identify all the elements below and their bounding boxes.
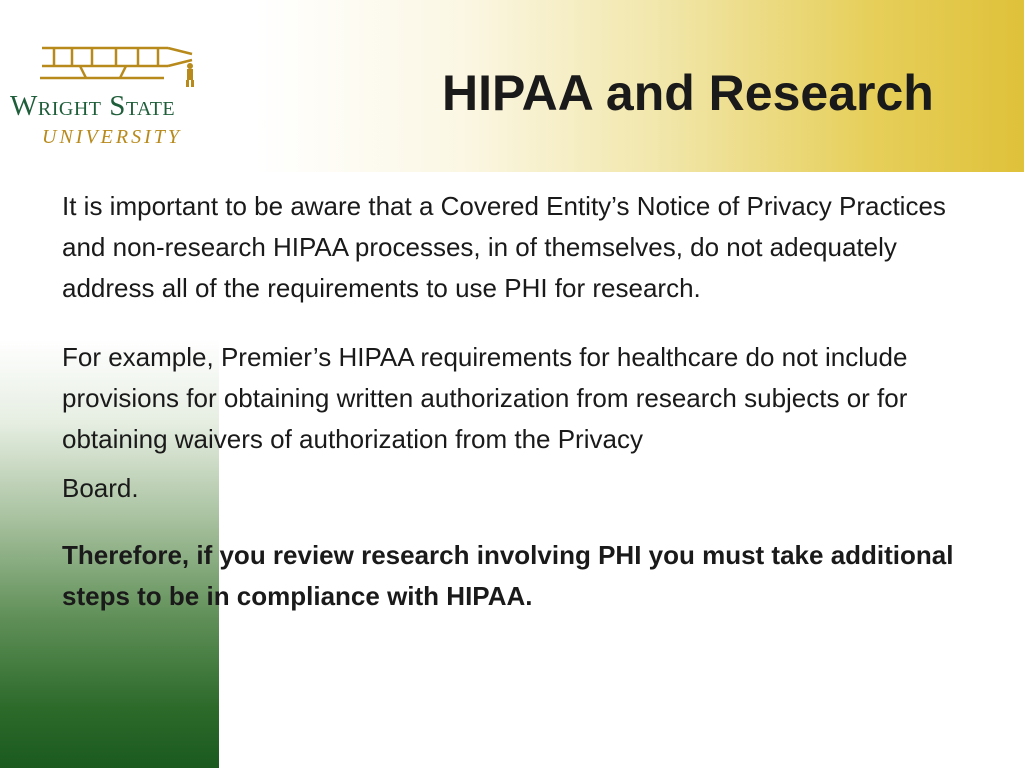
- paragraph-1: It is important to be aware that a Covered Entity’s Notice of Privacy Practices and non-research HIPAA processes, in of themselves, do not adequately address all of the requirements to use PHI for research.: [62, 191, 946, 303]
- wright-flyer-icon: [40, 42, 200, 88]
- logo-university: UNIVERSITY: [42, 126, 182, 148]
- wright-state-logo: [10, 42, 222, 152]
- logo-wordmark: Wright State: [10, 90, 176, 122]
- slide-title: HIPAA and Research: [442, 65, 934, 121]
- paragraph-2: For example, Premier’s HIPAA requirements for healthcare do not include provisions for obtaining written authorization from research subjects or for obtaining waivers of authorization from the Privacy: [62, 342, 908, 454]
- paragraph-4-bold: Therefore, if you review research involving PHI you must take additional steps to be in compliance with HIPAA.: [62, 540, 954, 611]
- paragraph-3: Board.: [62, 473, 139, 503]
- slide-body: [62, 186, 962, 617]
